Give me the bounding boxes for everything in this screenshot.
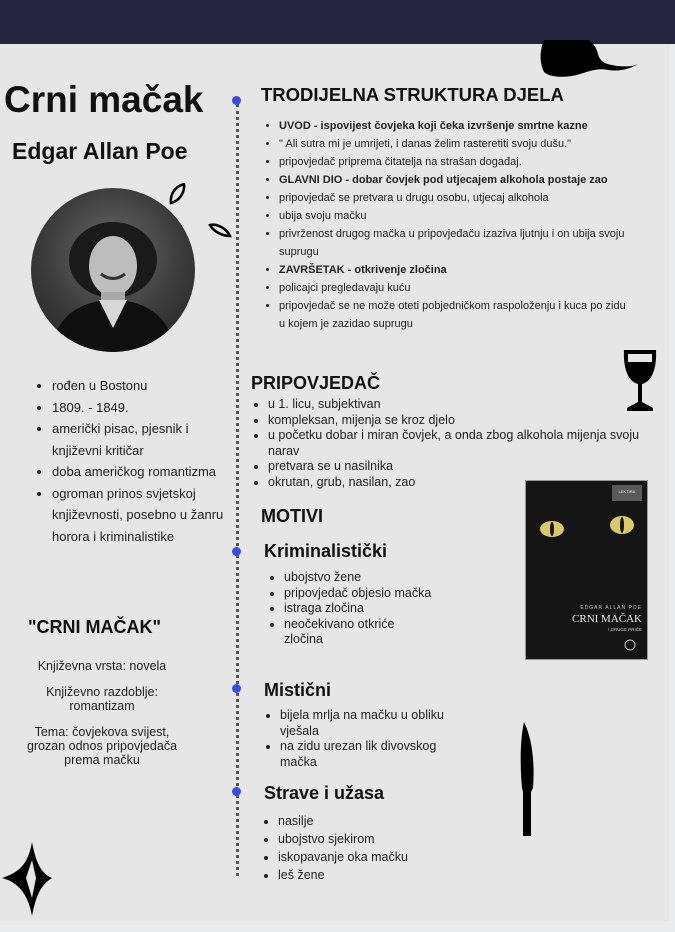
motive-group-title: Kriminalistički: [264, 541, 388, 561]
list-item: • nasilje: [278, 812, 428, 830]
list-item: • ubojstvo žene: [284, 570, 434, 586]
list-item: • pripovjedač priprema čitatelja na strašan događaj.: [279, 153, 629, 171]
book-title: CRNI MAČAK: [572, 613, 642, 625]
cat-silhouette-icon: [536, 40, 641, 80]
list-item: • GLAVNI DIO - dobar čovjek pod utjecajem alkohola postaje zao: [279, 171, 629, 189]
work-theme: Tema: čovjekova svijest, grozan odnos pripovjedača prema mačku: [26, 725, 178, 767]
narrator-heading: PRIPOVJEDAČ: [251, 373, 381, 393]
work-period: Književno razdoblje: romantizam: [46, 685, 158, 713]
feather-icon: [168, 183, 188, 205]
list-item: • policajci pregledavaju kuću: [279, 279, 629, 297]
list-item: • u početku dobar i miran čovjek, a onda zbog alkohola mijenja svoju narav: [268, 428, 668, 459]
list-item: • " Ali sutra mi je umrijeti, i danas želim rasteretiti svoju dušu.": [279, 135, 629, 153]
list-item: • pripovjedač objesio mačka: [284, 586, 434, 602]
timeline-dot: [232, 547, 241, 556]
author-name: Edgar Allan Poe: [12, 138, 188, 164]
motive-group-list: [268, 570, 434, 648]
list-item: • ubojstvo sjekirom: [278, 830, 428, 848]
list-item: • u 1. licu, subjektivan: [268, 397, 668, 413]
list-item: • UVOD - ispovijest čovjeka koji čeka izvršenje smrtne kazne: [279, 117, 629, 135]
motive-group-title: Strave i užasa: [264, 783, 385, 803]
list-item: • pripovjedač se pretvara u drugu osobu, utjecaj alkohola: [279, 189, 629, 207]
work-genre: Književna vrsta: novela: [37, 659, 167, 673]
list-item: • okrutan, grub, nasilan, zao: [268, 475, 668, 491]
list-item: • američki pisac, pjesnik i književni kritičar: [52, 418, 227, 461]
top-bar: [0, 0, 675, 44]
book-subtitle: I DRUGE PRIČE: [608, 627, 642, 632]
book-corner-label: LEKTIRA: [618, 489, 636, 494]
page-title: Crni mačak: [4, 79, 204, 120]
timeline-dot: [232, 684, 241, 693]
work-title: "CRNI MAČAK": [28, 617, 162, 637]
list-item: • ogroman prinos svjetskoj književnosti, posebno u žanru horora i kriminalistike: [52, 483, 227, 548]
list-item: • istraga zločina: [284, 601, 434, 617]
author-portrait: [31, 188, 195, 352]
author-bio-list: [36, 375, 227, 547]
list-item: • 1809. - 1849.: [52, 397, 227, 419]
timeline-dot: [232, 787, 241, 796]
list-item: • privrženost drugog mačka u pripovjeđaču izaziva ljutnju i on ubija svoju suprugu: [279, 225, 629, 261]
list-item: • doba američkog romantizma: [52, 461, 227, 483]
motives-heading: MOTIVI: [261, 506, 323, 526]
list-item: • kompleksan, mijenja se kroz djelo: [268, 413, 668, 429]
timeline-divider: [236, 104, 239, 876]
knife-icon: [519, 722, 537, 838]
book-cover: [525, 480, 648, 660]
motive-group-list: [264, 708, 448, 770]
list-item: • ZAVRŠETAK - otkrivenje zločina: [279, 261, 629, 279]
list-item: • na zidu urezan lik divovskog mačka: [280, 739, 448, 770]
list-item: • iskopavanje oka mačku: [278, 848, 428, 866]
structure-list: [263, 117, 629, 333]
list-item: • leš žene: [278, 866, 428, 884]
list-item: • pretvara se u nasilnika: [268, 459, 668, 475]
list-item: • ubija svoju mačku: [279, 207, 629, 225]
structure-heading: TRODIJELNA STRUKTURA DJELA: [261, 84, 564, 105]
leaf-icon: [208, 222, 232, 238]
motive-group-title: Mistični: [264, 680, 332, 700]
list-item: • bijela mrlja na mačku u obliku vješala: [280, 708, 448, 739]
narrator-list: [252, 397, 668, 490]
list-item: • rođen u Bostonu: [52, 375, 227, 397]
timeline-dot: [232, 96, 241, 105]
star-shape-icon: [2, 842, 52, 916]
list-item: • neočekivano otkriće zločina: [284, 617, 434, 648]
book-author: EDGAR ALLAN POE: [580, 605, 642, 611]
list-item: • pripovjedač se ne može oteti pobjedničkom raspoloženju i kuca po zidu u kojem je zazidao suprugu: [279, 297, 629, 333]
motive-group-list: [262, 812, 428, 884]
